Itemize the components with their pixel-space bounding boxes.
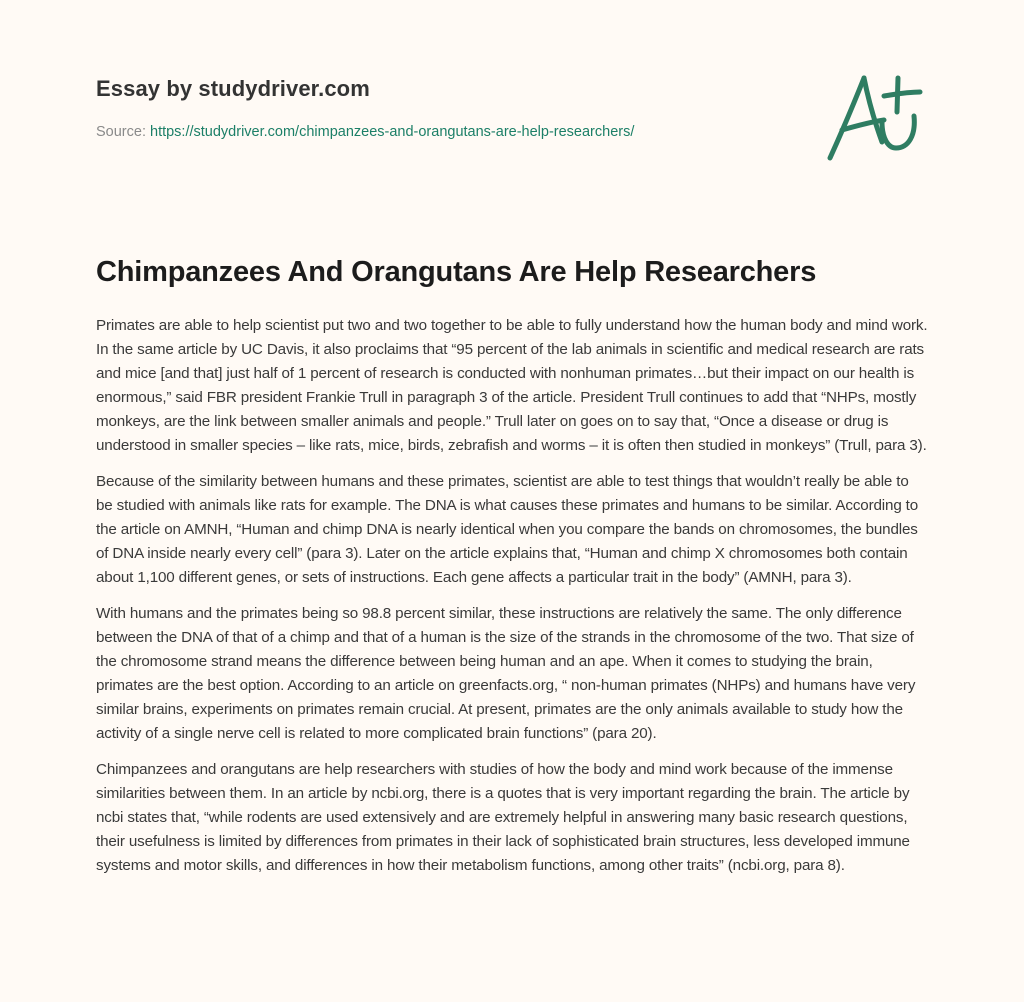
essay-title: Chimpanzees And Orangutans Are Help Researchers [96, 256, 817, 288]
essay-page [96, 0, 928, 874]
source-label: Source: [96, 124, 150, 140]
essay-paragraph: Chimpanzees and orangutans are help researchers with studies of how the body and mind work because of the immense similarities between them. In an article by ncbi.org, there is a quotes that is very important regarding the brain. The article by ncbi states that, “while rodents are used extensively and are extremely helpful in answering many basic research questions, their usefulness is limited by differences from primates in their lack of sophisticated brain structures, less developed immune systems and motor skills, and differences in how their metabolism functions, among other traits” (ncbi.org, para 8). [96, 761, 910, 874]
essay-paragraph: Primates are able to help scientist put two and two together to be able to fully understand how the human body and mind work. In the same article by UC Davis, it also proclaims that “95 percent of the lab animals in scientific and medical research are rats and mice [and that] just half of 1 percent of research is conducted with nonhuman primates…but their impact on our health is enormous,” said FBR president Frankie Trull in paragraph 3 of the article. President Trull continues to add that “NHPs, mostly monkeys, are the link between smaller animals and people.” Trull later on goes on to say that, “Once a disease or drug is understood in smaller species – like rats, mice, birds, zebrafish and worms – it is often then studied in monkeys” (Trull, para 3). [96, 317, 928, 454]
source-link[interactable]: https://studydriver.com/chimpanzees-and-orangutans-are-help-researchers/ [150, 124, 635, 140]
essay-paragraph: Because of the similarity between humans and these primates, scientist are able to test things that wouldn’t really be able to be studied with animals like rats for example. The DNA is what causes these primates and humans to be similar. According to the article on AMNH, “Human and chimp DNA is nearly identical when you compare the bands on chromosomes, the bundles of DNA inside nearly every cell” (para 3). Later on the article explains that, “Human and chimp X chromosomes both contain about 1,100 different genes, or sets of instructions. Each gene affects a particular trait in the body” (AMNH, para 3). [96, 473, 919, 586]
essay-body [96, 314, 928, 890]
source-line [96, 124, 634, 140]
a-plus-grade-icon [826, 72, 926, 164]
brand-title: Essay by studydriver.com [96, 76, 370, 101]
essay-paragraph: With humans and the primates being so 98.8 percent similar, these instructions are relatively the same. The only difference between the DNA of that of a chimp and that of a human is the size of the strands in the chromosome of the two. That size of the chromosome strand means the difference between being human and an ape. When it comes to studying the brain, primates are the best option. According to an article on greenfacts.org, “ non-human primates (NHPs) and humans have very similar brains, experiments on primates remain crucial. At present, primates are the only animals available to study how the activity of a single nerve cell is related to more complicated brain functions” (para 20). [96, 605, 916, 742]
page-header [96, 0, 928, 240]
